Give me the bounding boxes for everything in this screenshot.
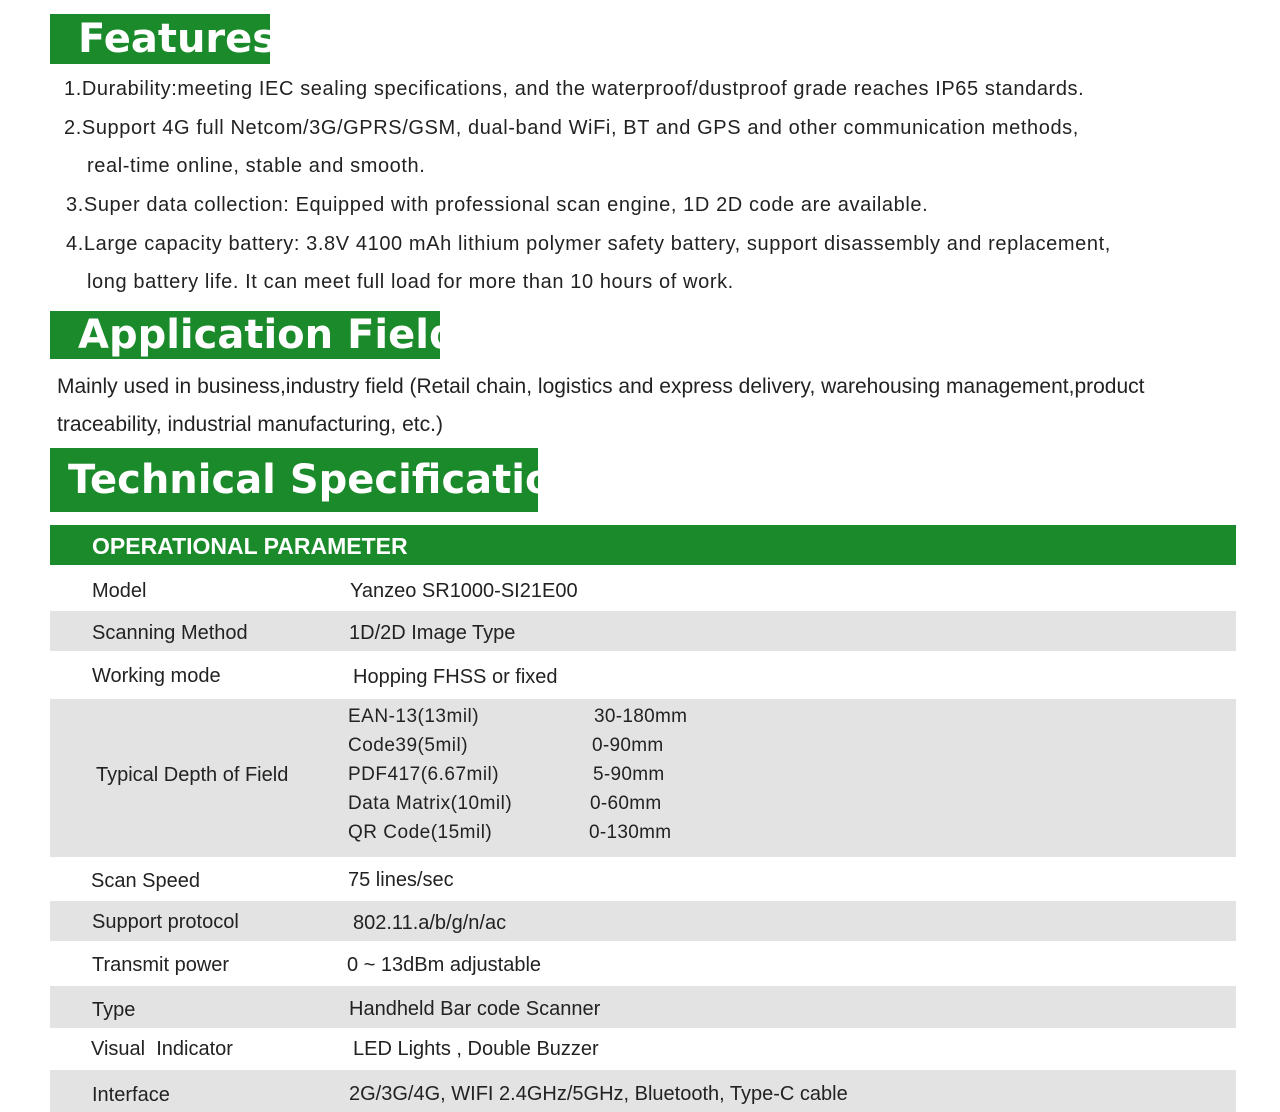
application-heading: Application Field — [50, 311, 440, 359]
row-label: Interface — [92, 1084, 170, 1106]
feature-line: 2.Support 4G full Netcom/3G/GPRS/GSM, dual-band WiFi, BT and GPS and other communication methods, — [64, 117, 1079, 139]
row-label: Scanning Method — [92, 622, 248, 644]
table-row — [50, 566, 1236, 608]
table-row — [50, 901, 1236, 941]
dof-range: 30-180mm — [594, 706, 688, 727]
table-row — [50, 941, 1236, 986]
application-text-line: Mainly used in business,industry field (Retail chain, logistics and express delivery, warehousing management,product — [57, 375, 1145, 398]
row-label: Typical Depth of Field — [96, 764, 289, 786]
feature-item — [66, 233, 1111, 293]
row-value: 1D/2D Image Type — [349, 622, 516, 644]
dof-code: EAN-13(13mil) — [348, 706, 480, 727]
feature-line: 1.Durability:meeting IEC sealing specifications, and the waterproof/dustproof grade reaches IP65 standards. — [64, 78, 1085, 100]
dof-code: PDF417(6.67mil) — [348, 764, 500, 785]
application-text-line: traceability, industrial manufacturing, etc.) — [57, 413, 443, 436]
table-row — [50, 857, 1236, 901]
row-value: 0 ~ 13dBm adjustable — [347, 954, 542, 976]
table-row-depth-of-field — [50, 699, 1236, 857]
row-label: Scan Speed — [91, 870, 200, 892]
dof-code: Data Matrix(10mil) — [348, 793, 513, 814]
table-row — [50, 986, 1236, 1028]
dof-range: 0-60mm — [590, 793, 662, 814]
feature-line: 4.Large capacity battery: 3.8V 4100 mAh lithium polymer safety battery, support disassembly and replacement, — [66, 233, 1111, 255]
row-value: 2G/3G/4G, WIFI 2.4GHz/5GHz, Bluetooth, Type-C cable — [349, 1083, 848, 1105]
row-label: Model — [92, 580, 147, 602]
table-row — [50, 1070, 1236, 1112]
features-heading: Features — [50, 14, 270, 64]
feature-line-cont: real-time online, stable and smooth. — [87, 155, 426, 177]
row-label: Type — [92, 999, 136, 1021]
row-value: Hopping FHSS or fixed — [353, 666, 558, 688]
row-value: LED Lights , Double Buzzer — [353, 1038, 599, 1060]
technical-heading: Technical Specification — [50, 448, 538, 512]
dof-code: Code39(5mil) — [348, 735, 469, 756]
table-row — [50, 1028, 1236, 1070]
table-row — [50, 651, 1236, 699]
row-value: 75 lines/sec — [348, 869, 454, 891]
row-value: Yanzeo SR1000-SI21E00 — [350, 580, 578, 602]
row-value: 802.11.a/b/g/n/ac — [353, 912, 507, 934]
feature-line: 3.Super data collection: Equipped with professional scan engine, 1D 2D code are available. — [66, 194, 929, 216]
row-label: Transmit power — [92, 954, 230, 976]
feature-item — [64, 78, 1084, 101]
dof-code: QR Code(15mil) — [348, 822, 493, 843]
row-label: Support protocol — [92, 911, 239, 933]
feature-line-cont: long battery life. It can meet full load for more than 10 hours of work. — [87, 271, 734, 293]
row-label: Working mode — [92, 665, 221, 687]
row-label: Visual Indicator — [91, 1038, 233, 1060]
feature-item — [66, 194, 928, 217]
table-header: OPERATIONAL PARAMETER — [50, 525, 1236, 565]
dof-range: 5-90mm — [593, 764, 665, 785]
dof-range: 0-130mm — [589, 822, 672, 843]
row-value: Handheld Bar code Scanner — [349, 998, 601, 1020]
table-row — [50, 611, 1236, 651]
dof-range: 0-90mm — [592, 735, 664, 756]
feature-item — [64, 117, 1079, 177]
